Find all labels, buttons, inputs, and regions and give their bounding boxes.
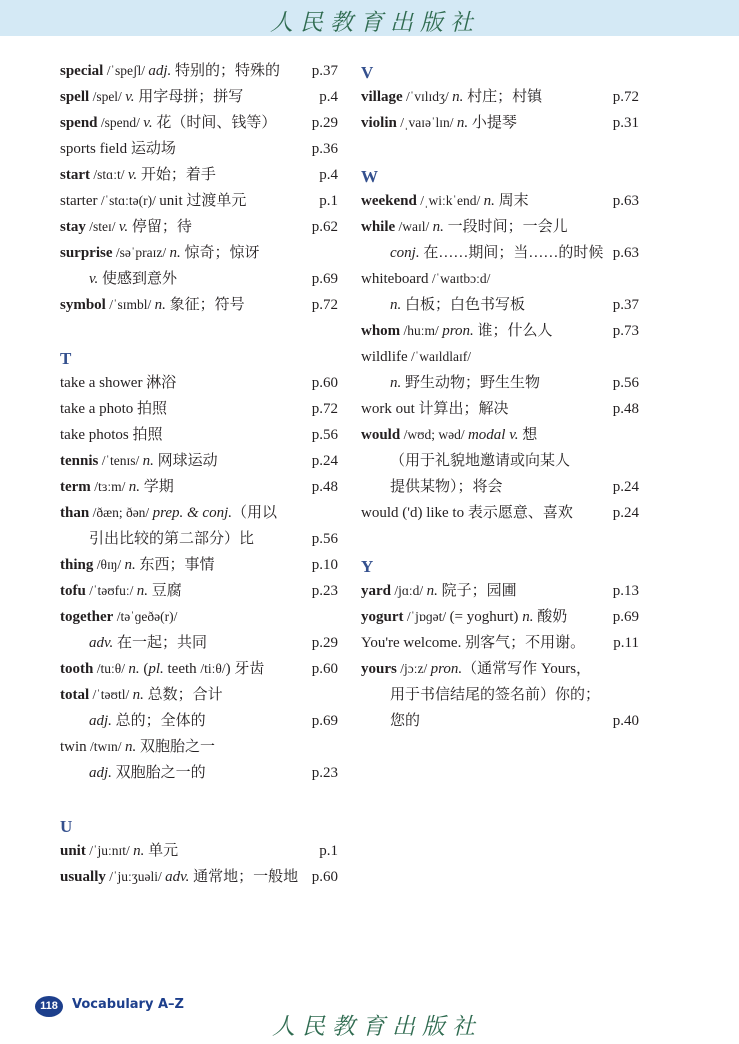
letter-heading: T: [60, 349, 72, 368]
vocabulary-entry: [60, 240, 338, 266]
pronunciation: /ˈjɒɡət/: [403, 609, 450, 624]
definition: 在一起；共同: [113, 635, 208, 651]
headword: violin: [361, 115, 397, 131]
pronunciation: /wʊd; wəd/: [400, 427, 468, 442]
page-reference: p.36: [311, 141, 338, 157]
entry-continuation-line: [361, 708, 639, 734]
page-reference: p.23: [311, 765, 338, 781]
definition: 小提琴: [468, 115, 517, 131]
part-of-speech: n.: [483, 193, 495, 209]
vocabulary-entry: [60, 58, 338, 84]
page-reference: p.56: [612, 375, 639, 391]
definition: 酸奶: [533, 609, 568, 625]
vocabulary-entry: [361, 604, 639, 630]
part-of-speech: n.: [432, 219, 444, 235]
definition: 豆腐: [148, 583, 182, 599]
pronunciation: /jɑːd/: [391, 583, 427, 598]
page-reference: p.69: [311, 713, 338, 729]
page-reference: p.63: [612, 193, 639, 209]
pronunciation: /tiːθ/: [200, 661, 226, 676]
page-reference: p.72: [311, 297, 338, 313]
part-of-speech: v.: [118, 219, 129, 235]
definition: teeth: [163, 661, 201, 677]
definition: 开始；着手: [137, 167, 216, 183]
letter-heading: W: [361, 167, 378, 186]
page-reference: p.11: [613, 635, 639, 651]
headword: stay: [60, 219, 86, 235]
definition: 院子；园圃: [437, 583, 517, 599]
page-reference: p.13: [612, 583, 639, 599]
pronunciation: /səˈpraɪz/: [112, 245, 170, 260]
pronunciation: /ˈjuːnɪt/: [85, 843, 134, 858]
vocabulary-entry: [60, 370, 338, 396]
vocabulary-entry: [361, 630, 639, 656]
pronunciation: /waɪl/: [395, 219, 433, 234]
vocabulary-entry: [361, 422, 639, 448]
page-reference: p.4: [319, 167, 338, 183]
headword: symbol: [60, 297, 106, 313]
pronunciation: /spend/: [97, 115, 144, 130]
vocabulary-entry: [361, 84, 639, 110]
page-reference: p.40: [612, 713, 639, 729]
part-of-speech: n.: [124, 739, 137, 755]
headword: yogurt: [361, 609, 404, 625]
entry-continuation-line: [60, 630, 338, 656]
part-of-speech: v.: [89, 271, 99, 287]
definition: unit 过渡单元: [159, 193, 247, 209]
part-of-speech: pron.: [430, 661, 463, 677]
vocabulary-entry: [361, 110, 639, 136]
page-reference: p.62: [311, 219, 338, 235]
part-of-speech: prep. & conj.: [152, 505, 232, 521]
entry-continuation-line: [361, 292, 639, 318]
pronunciation: /ˈtəʊtl/: [89, 687, 133, 702]
definition: starter: [60, 193, 98, 209]
page-reference: p.48: [311, 479, 338, 495]
definition: 白板；白色书写板: [401, 297, 526, 313]
pronunciation: /ˈjuːʒuəli/: [105, 869, 166, 884]
entry-continuation-line: [361, 370, 639, 396]
headword: spell: [60, 89, 90, 105]
page-reference: p.24: [311, 453, 338, 469]
definition: 特别的；特殊的: [171, 63, 281, 79]
pronunciation: /ˌwiːkˈend/: [416, 193, 484, 208]
pronunciation: /jɔːz/: [396, 661, 431, 676]
entry-continuation-line: [60, 708, 338, 734]
definition: 想: [518, 427, 538, 443]
page-reference: p.72: [612, 89, 639, 105]
definition: ) 牙齿: [225, 661, 265, 677]
part-of-speech: conj.: [390, 245, 420, 261]
definition: 学期: [140, 479, 174, 495]
headword: usually: [60, 869, 106, 885]
vocabulary-entry: [361, 214, 639, 240]
part-of-speech: v.: [127, 167, 138, 183]
part-of-speech: n.: [456, 115, 469, 131]
vocabulary-column-right: [361, 58, 639, 734]
vocabulary-entry: [361, 344, 639, 370]
part-of-speech: n.: [133, 843, 145, 859]
pronunciation: /ˈwaɪldlaɪf/: [407, 349, 472, 364]
page-reference: p.73: [612, 323, 639, 339]
vocabulary-entry: [361, 656, 639, 682]
definition: take a shower 淋浴: [60, 375, 177, 391]
vocabulary-entry: [361, 500, 639, 526]
vocabulary-entry: [60, 656, 338, 682]
vocabulary-entry: [60, 682, 338, 708]
spacer: [361, 526, 639, 552]
vocabulary-entry: [60, 162, 338, 188]
part-of-speech: v.: [125, 89, 135, 105]
definition: （用以: [232, 505, 278, 521]
definition: You're welcome. 别客气；不用谢。: [361, 635, 586, 651]
page-reference: p.72: [311, 401, 338, 417]
pronunciation: /spel/: [89, 89, 126, 104]
definition: 单元: [144, 843, 179, 859]
pronunciation: /ˈwaɪtbɔːd/: [428, 271, 491, 286]
page-reference: p.24: [612, 479, 639, 495]
vocabulary-entry: [60, 474, 338, 500]
pronunciation: /θɪŋ/: [93, 557, 125, 572]
headword: term: [60, 479, 91, 495]
vocabulary-entry: [60, 448, 338, 474]
definition: take a photo 拍照: [60, 401, 168, 417]
entry-continuation-line: [361, 474, 639, 500]
vocabulary-entry: [60, 292, 338, 318]
definition: （通常写作 Yours，: [462, 661, 592, 677]
definition: 东西；事情: [135, 557, 215, 573]
pronunciation: /ˈtəʊfuː/: [85, 583, 137, 598]
headword: whom: [361, 323, 401, 339]
headword: while: [361, 219, 396, 235]
part-of-speech: n.: [169, 245, 181, 261]
letter-heading: U: [60, 817, 73, 836]
part-of-speech: v.: [143, 115, 153, 131]
page-reference: p.10: [311, 557, 338, 573]
page-reference: p.48: [612, 401, 639, 417]
pronunciation: /təˈɡeðə(r)/: [113, 609, 178, 624]
page-reference: p.23: [311, 583, 338, 599]
definition: 总的；全体的: [111, 713, 206, 729]
page-reference: p.37: [311, 63, 338, 79]
part-of-speech: n.: [154, 297, 166, 313]
vocabulary-entry: [361, 578, 639, 604]
page-reference: p.60: [311, 375, 338, 391]
definition: (: [139, 661, 149, 677]
page-reference: p.29: [311, 635, 338, 651]
publisher-logo-footer: 人民教育出版社: [272, 1014, 482, 1040]
spacer: [361, 136, 639, 162]
part-of-speech: n.: [128, 479, 140, 495]
definition: 通常地；一般地: [189, 869, 299, 885]
vocabulary-entry: [60, 136, 338, 162]
pronunciation: /ˈspeʃl/: [103, 63, 149, 78]
part-of-speech: n.: [136, 583, 148, 599]
part-of-speech: n.: [390, 297, 402, 313]
page-number-badge: 118: [35, 996, 63, 1017]
page-reference: p.63: [612, 245, 639, 261]
headword: yard: [361, 583, 391, 599]
vocabulary-entry: [60, 422, 338, 448]
definition: 提供某物）；将会: [390, 479, 503, 495]
headword: spend: [60, 115, 98, 131]
page-reference: p.1: [319, 193, 338, 209]
part-of-speech: adv.: [89, 635, 114, 651]
page-reference: p.1: [319, 843, 338, 859]
publisher-logo: 人民教育出版社: [270, 10, 480, 36]
part-of-speech: adj.: [148, 63, 172, 79]
definition: 使感到意外: [98, 271, 178, 287]
vocabulary-entry: [60, 500, 338, 526]
pronunciation: /tuːθ/: [93, 661, 129, 676]
part-of-speech: modal v.: [467, 427, 519, 443]
headword: tooth: [60, 661, 94, 677]
definition: 在……期间；当……的时候: [419, 245, 604, 261]
definition: 用于书信结尾的签名前）你的；: [390, 687, 601, 703]
definition: 惊奇；惊讶: [180, 245, 260, 261]
spacer: [60, 786, 338, 812]
page-reference: p.60: [311, 869, 338, 885]
page-reference: p.37: [612, 297, 639, 313]
definition: (= yoghurt): [449, 609, 523, 625]
headword: unit: [60, 843, 86, 859]
vocabulary-entry: [361, 266, 639, 292]
pronunciation: /ˈvɪlɪdʒ/: [402, 89, 453, 104]
definition: 网球运动: [153, 453, 218, 469]
part-of-speech: n.: [522, 609, 534, 625]
vocabulary-entry: [60, 396, 338, 422]
page-reference: p.31: [612, 115, 639, 131]
letter-heading: V: [361, 63, 374, 82]
definition: 双胞胎之一的: [111, 765, 206, 781]
definition: 用字母拼；拼写: [134, 89, 244, 105]
headword: tofu: [60, 583, 86, 599]
definition: 周末: [494, 193, 529, 209]
definition: 谁；什么人: [473, 323, 553, 339]
part-of-speech: adv.: [165, 869, 190, 885]
part-of-speech: pron.: [442, 323, 474, 339]
headword: start: [60, 167, 90, 183]
headword: village: [361, 89, 403, 105]
entry-continuation-line: [60, 760, 338, 786]
definition: 停留；待: [128, 219, 192, 235]
vocabulary-entry: [60, 578, 338, 604]
vocabulary-entry: [60, 604, 338, 630]
definition: work out 计算出；解决: [361, 401, 509, 417]
vocabulary-entry: [361, 188, 639, 214]
definition: 总数；合计: [143, 687, 223, 703]
pronunciation: /twɪn/: [86, 739, 125, 754]
headword: together: [60, 609, 114, 625]
part-of-speech: n.: [452, 89, 464, 105]
headword: tennis: [60, 453, 99, 469]
entry-continuation-line: [361, 448, 639, 474]
vocabulary-entry: [60, 864, 338, 890]
pronunciation: /ˈtenɪs/: [98, 453, 143, 468]
page-reference: p.4: [319, 89, 338, 105]
part-of-speech: n.: [142, 453, 154, 469]
vocabulary-entry: [60, 838, 338, 864]
vocabulary-entry: [60, 214, 338, 240]
headword: than: [60, 505, 90, 521]
definition: wildlife: [361, 349, 408, 365]
definition: 野生动物；野生生物: [401, 375, 541, 391]
definition: 引出比较的第二部分）比: [89, 531, 255, 547]
entry-continuation-line: [60, 526, 338, 552]
part-of-speech: n.: [390, 375, 402, 391]
entry-continuation-line: [361, 682, 639, 708]
page-reference: p.60: [311, 661, 338, 677]
part-of-speech: n.: [128, 661, 140, 677]
vocabulary-entry: [361, 318, 639, 344]
definition: whiteboard: [361, 271, 429, 287]
definition: 您的: [390, 713, 421, 729]
headword: special: [60, 63, 104, 79]
definition: 一段时间；一会儿: [443, 219, 568, 235]
definition: 花（时间、钱等）: [152, 115, 277, 131]
definition: take photos 拍照: [60, 427, 163, 443]
pronunciation: /ðæn; ðən/: [89, 505, 153, 520]
vocabulary-entry: [361, 396, 639, 422]
definition: （用于礼貌地邀请或向某人: [390, 453, 571, 469]
pronunciation: /ˈstɑːtə(r)/: [97, 193, 160, 208]
definition: 象征；符号: [165, 297, 245, 313]
headword: weekend: [361, 193, 417, 209]
pronunciation: /ˌvaɪəˈlɪn/: [396, 115, 457, 130]
pronunciation: /tɜːm/: [90, 479, 129, 494]
vocabulary-entry: [60, 734, 338, 760]
vocabulary-entry: [60, 84, 338, 110]
part-of-speech: n.: [132, 687, 144, 703]
part-of-speech: pl.: [148, 661, 164, 677]
section-title: Vocabulary A–Z: [72, 997, 184, 1012]
pronunciation: /huːm/: [400, 323, 443, 338]
part-of-speech: adj.: [89, 765, 112, 781]
pronunciation: /ˈsɪmbl/: [105, 297, 155, 312]
page-reference: p.56: [311, 531, 338, 547]
definition: 双胞胎之一: [136, 739, 215, 755]
definition: sports field 运动场: [60, 141, 176, 157]
definition: would ('d) like to 表示愿意、喜欢: [361, 505, 573, 521]
vocabulary-entry: [60, 110, 338, 136]
part-of-speech: adj.: [89, 713, 112, 729]
page-reference: p.29: [311, 115, 338, 131]
headword: yours: [361, 661, 397, 677]
page-reference: p.24: [612, 505, 639, 521]
pronunciation: /stɑːt/: [90, 167, 128, 182]
vocabulary-column-left: [60, 58, 338, 890]
part-of-speech: n.: [426, 583, 438, 599]
definition: twin: [60, 739, 87, 755]
page-reference: p.69: [612, 609, 639, 625]
page-reference: p.56: [311, 427, 338, 443]
headword: thing: [60, 557, 94, 573]
headword: surprise: [60, 245, 113, 261]
definition: 村庄；村镇: [463, 89, 543, 105]
page-reference: p.69: [311, 271, 338, 287]
entry-continuation-line: [361, 240, 639, 266]
vocabulary-entry: [60, 552, 338, 578]
vocabulary-entry: [60, 188, 338, 214]
pronunciation: /steɪ/: [85, 219, 119, 234]
spacer: [60, 318, 338, 344]
headword: would: [361, 427, 401, 443]
letter-heading: Y: [361, 557, 374, 576]
headword: total: [60, 687, 90, 703]
entry-continuation-line: [60, 266, 338, 292]
part-of-speech: n.: [124, 557, 136, 573]
